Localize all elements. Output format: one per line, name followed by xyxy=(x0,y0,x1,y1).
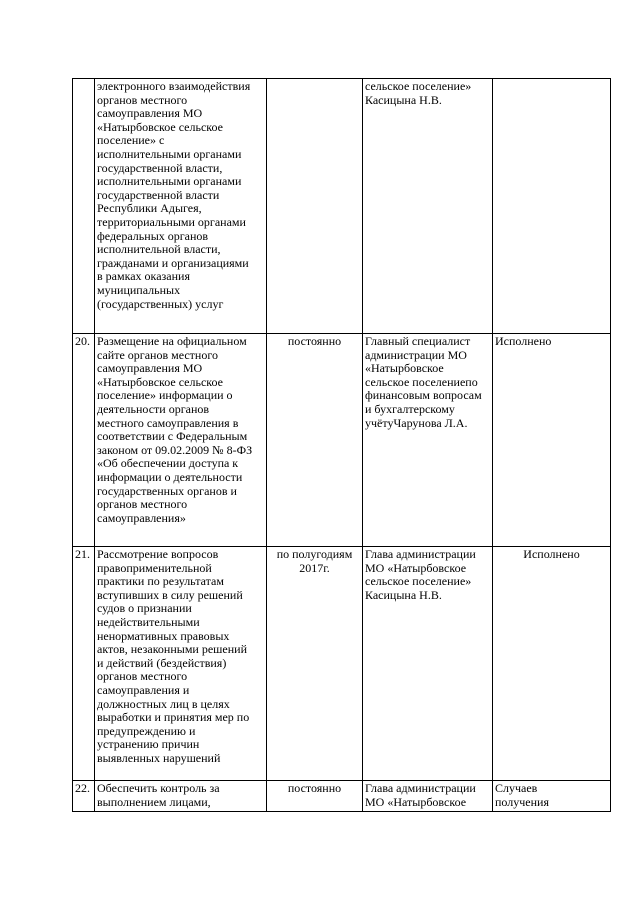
text-line: Глава администрации xyxy=(365,547,476,561)
status-cell xyxy=(493,79,611,334)
text-line: должностных лиц в целях xyxy=(97,696,230,711)
status-cell xyxy=(493,781,611,812)
text-line: органов местного xyxy=(97,669,188,684)
row-number: 20. xyxy=(73,334,95,547)
text-line: Республики Адыгея, xyxy=(97,201,202,216)
text-line: государственных органов и xyxy=(97,483,237,498)
responsible-cell xyxy=(363,334,493,547)
text-line: выявленных нарушений xyxy=(97,750,221,765)
status-cell xyxy=(493,334,611,547)
measure-description xyxy=(95,334,267,547)
text-line: исполнительной власти, xyxy=(97,242,221,257)
text-line: территориальными органами xyxy=(97,214,246,229)
action-plan-table xyxy=(72,78,611,812)
text-line: деятельности органов xyxy=(97,401,210,416)
text-line: актов, незаконными решений xyxy=(97,642,248,657)
text-line: (государственных) услуг xyxy=(97,296,224,311)
table-row xyxy=(73,781,611,812)
row-number xyxy=(73,79,95,334)
row-number: 21. xyxy=(73,547,95,781)
table-row xyxy=(73,547,611,781)
deadline-cell xyxy=(267,781,363,812)
responsible-cell xyxy=(363,781,493,812)
text-line: по полугодиям xyxy=(276,547,353,561)
text-line: самоуправления МО xyxy=(97,361,203,376)
table-row xyxy=(73,334,611,547)
text-line: финансовым вопросам xyxy=(365,388,482,403)
text-line: Касицына Н.В. xyxy=(365,587,442,602)
text-line: муниципальных xyxy=(97,282,181,297)
text-line: и бухгалтерскому xyxy=(365,401,455,416)
text-line: и действий (бездействия) xyxy=(97,655,227,670)
text-line: самоуправления МО xyxy=(97,106,203,121)
text-line: самоуправления и xyxy=(97,682,190,697)
text-line: «Натырбовское сельское xyxy=(97,374,223,389)
text-line: соответствии с Федеральным xyxy=(97,429,248,444)
text-line: выполнением лицами, xyxy=(97,794,211,809)
text-line: сельское поселение» xyxy=(365,574,472,589)
text-line: правоприменительной xyxy=(97,560,212,575)
text-line: федеральных органов xyxy=(97,228,209,243)
text-line: недействительными xyxy=(97,614,200,629)
text-line: Случаев xyxy=(495,781,538,795)
text-line: информации о деятельности xyxy=(97,469,243,484)
text-line: получения xyxy=(495,794,549,809)
text-line: выработки и принятия мер по xyxy=(97,710,250,725)
text-line: Глава администрации xyxy=(365,781,476,795)
text-line: Исполнено xyxy=(495,334,552,348)
text-line: государственной власти xyxy=(97,187,220,202)
text-line: «Натырбовское сельское xyxy=(97,119,223,134)
text-line: 2017г. xyxy=(299,560,330,575)
text-line: администрации МО xyxy=(365,347,467,362)
text-line: местного самоуправления в xyxy=(97,415,239,430)
text-line: Главный специалист xyxy=(365,334,471,348)
responsible-cell xyxy=(363,79,493,334)
text-line: вступивших в силу решений xyxy=(97,587,243,602)
text-line: постоянно xyxy=(287,781,342,795)
text-line: Обеспечить контроль за xyxy=(97,781,220,795)
deadline-cell xyxy=(267,79,363,334)
text-line: Размещение на официальном xyxy=(97,334,247,348)
deadline-cell xyxy=(267,334,363,547)
text-line: в рамках оказания xyxy=(97,269,190,284)
text-line: сайте органов местного xyxy=(97,347,218,362)
text-line: МО «Натырбовское xyxy=(365,794,467,809)
text-line: МО «Натырбовское xyxy=(365,560,467,575)
deadline-cell xyxy=(267,547,363,781)
status-cell xyxy=(493,547,611,781)
text-line: Рассмотрение вопросов xyxy=(97,547,219,561)
text-line: органов местного xyxy=(97,497,188,512)
text-line: судов о признании xyxy=(97,601,192,616)
text-line: ненормативных правовых xyxy=(97,628,230,643)
text-line: электронного взаимодействия xyxy=(97,79,251,93)
table-row xyxy=(73,79,611,334)
text-line: Касицына Н.В. xyxy=(365,92,442,107)
text-line: предупреждению и xyxy=(97,723,196,738)
text-line: государственной власти, xyxy=(97,160,223,175)
text-line: устранению причин xyxy=(97,737,200,752)
text-line: самоуправления» xyxy=(97,510,186,525)
text-line: поселение» информации о xyxy=(97,388,233,403)
text-line: практики по результатам xyxy=(97,574,224,589)
text-line: Исполнено xyxy=(523,547,580,561)
text-line: законом от 09.02.2009 № 8-ФЗ xyxy=(97,442,253,457)
measure-description xyxy=(95,781,267,812)
measure-description xyxy=(95,547,267,781)
responsible-cell xyxy=(363,547,493,781)
text-line: «Об обеспечении доступа к xyxy=(97,456,239,471)
row-number: 22. xyxy=(73,781,95,812)
text-line: исполнительными органами xyxy=(97,174,242,189)
text-line: постоянно xyxy=(287,334,342,348)
measure-description xyxy=(95,79,267,334)
text-line: органов местного xyxy=(97,92,188,107)
text-line: гражданами и организациями xyxy=(97,255,249,270)
text-line: исполнительными органами xyxy=(97,146,242,161)
text-line: сельское поселение» xyxy=(365,79,472,93)
text-line: сельское поселениепо xyxy=(365,374,478,389)
text-line: учётуЧарунова Л.А. xyxy=(365,415,468,430)
text-line: «Натырбовское xyxy=(365,361,444,376)
text-line: поселение» с xyxy=(97,133,165,148)
